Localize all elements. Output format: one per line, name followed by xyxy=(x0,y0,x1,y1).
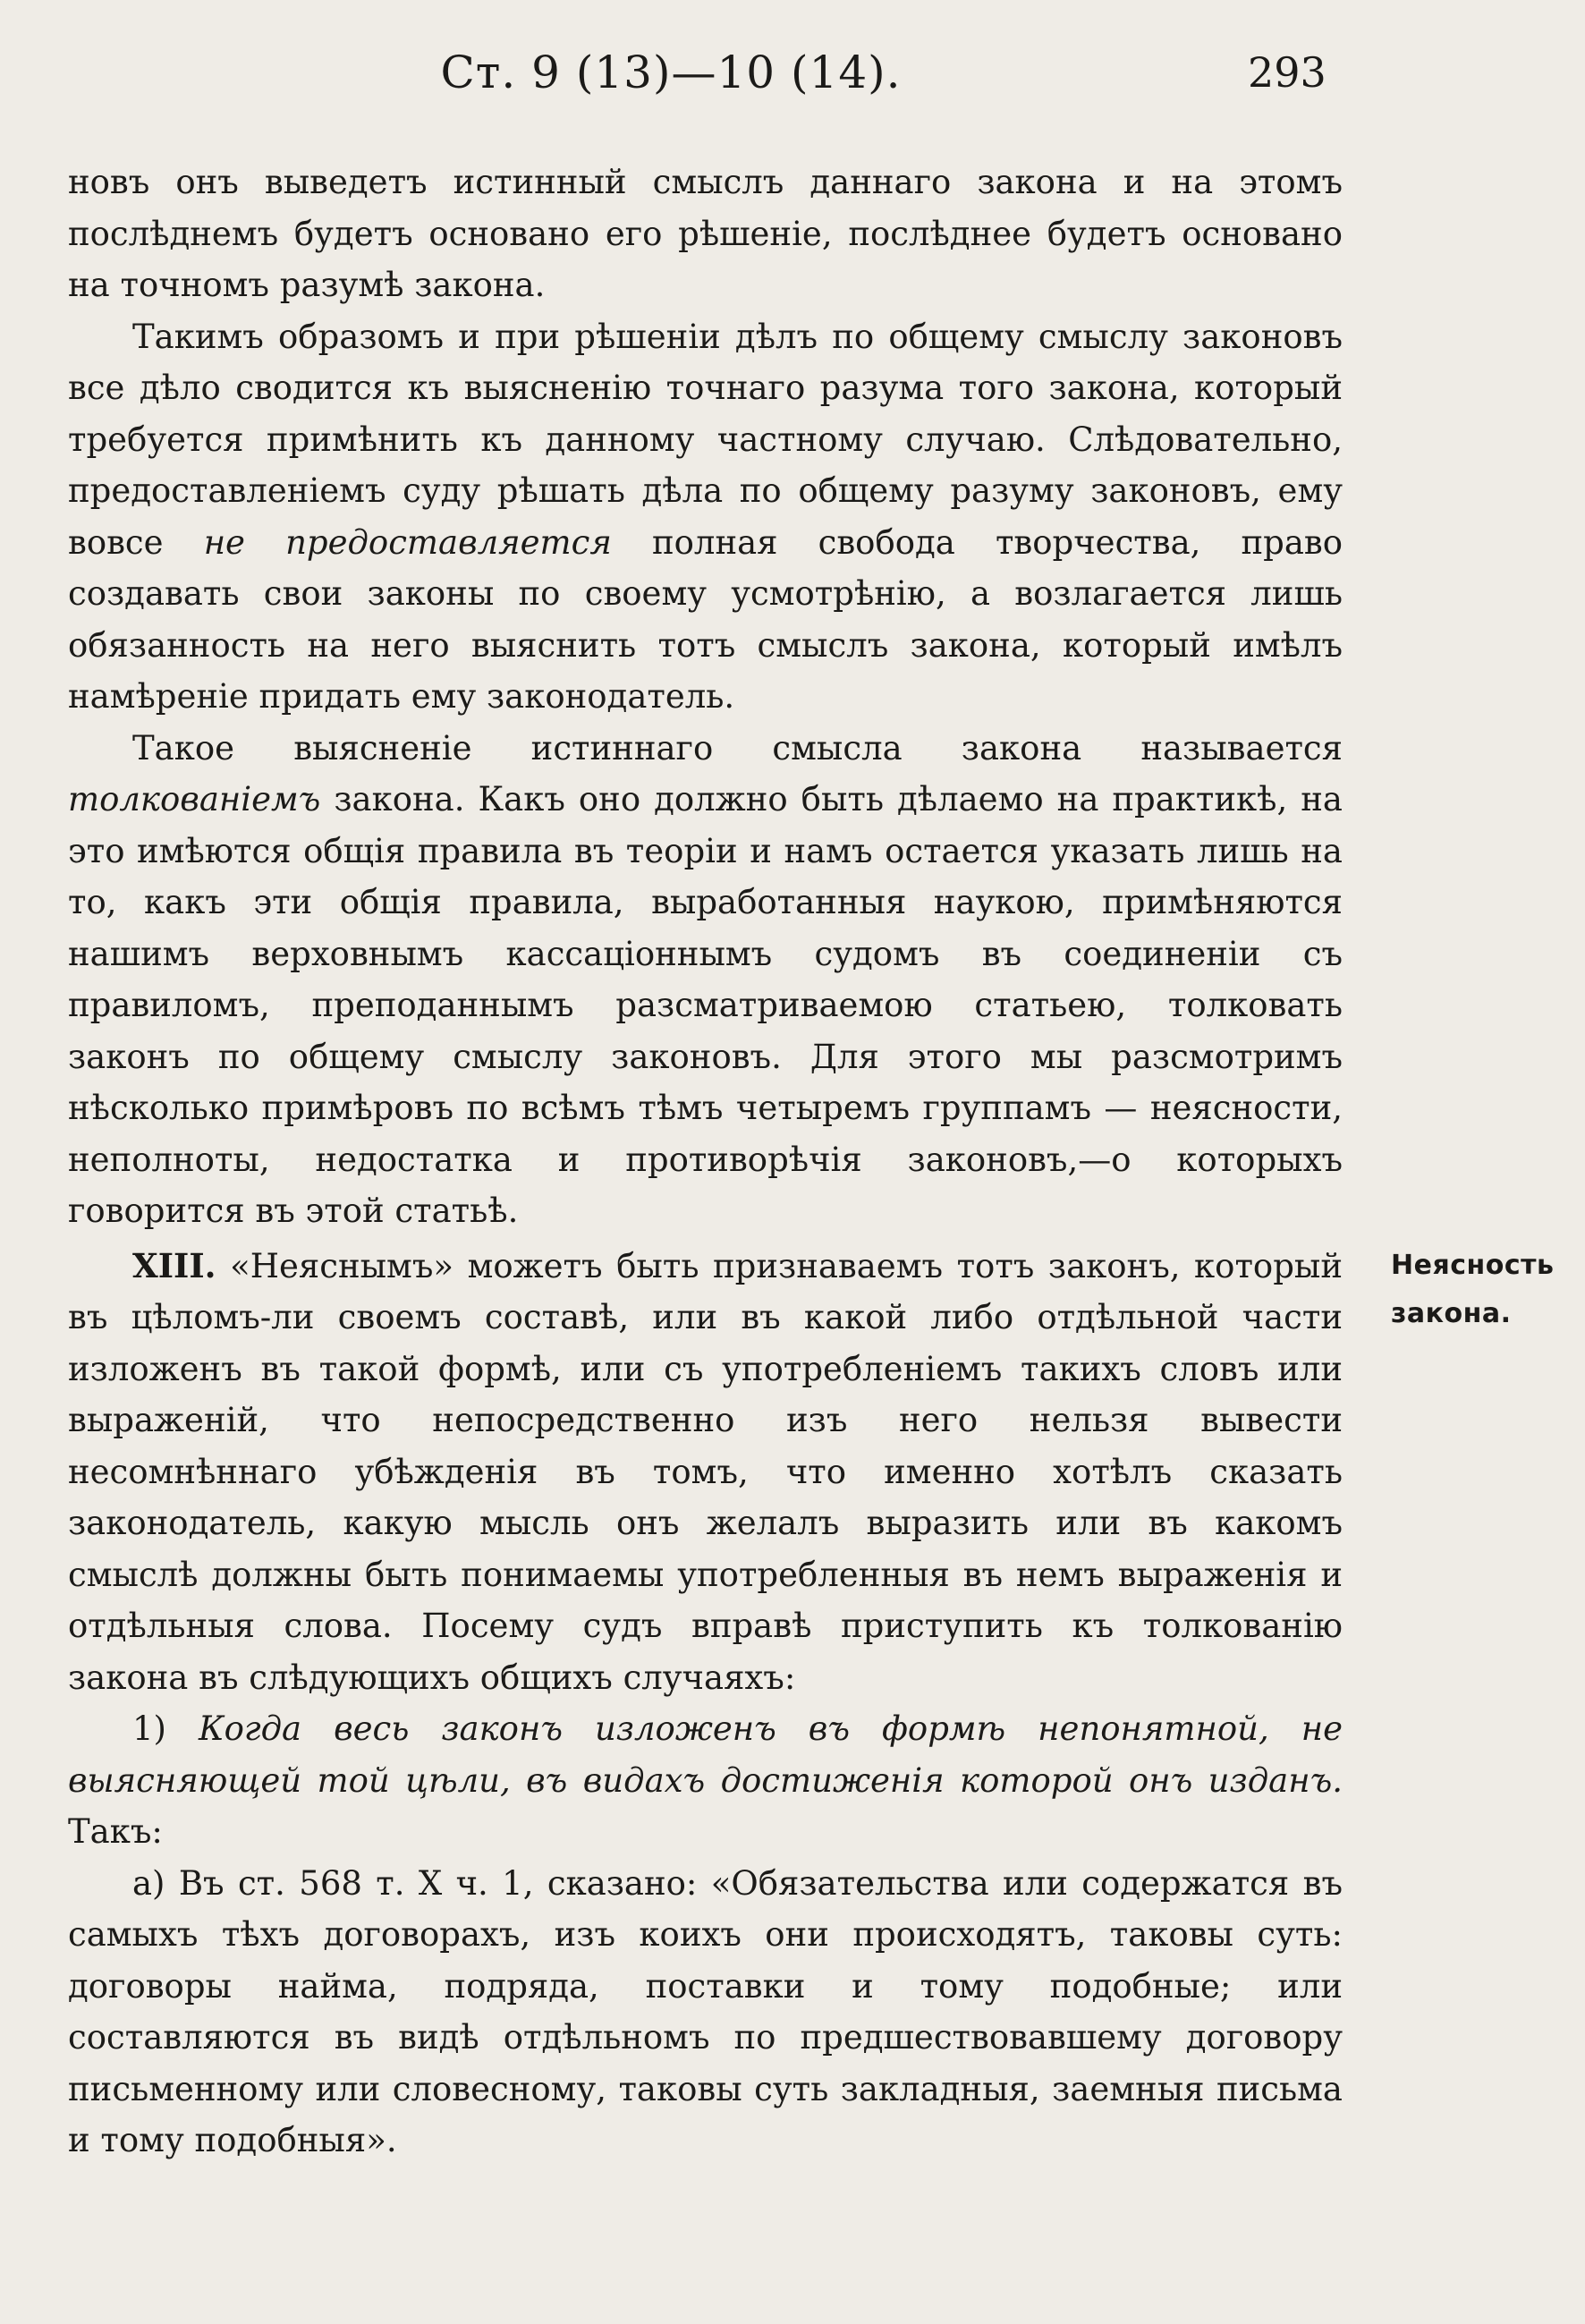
main-text xyxy=(68,157,1343,2167)
paragraph-interpretation-general xyxy=(68,311,1343,723)
paragraph-text: полная свобода творчества, право создавать свои законы по своему усмотрѣнію, а возлагается лишь обязанность на него выяснить тотъ смыслъ закона, который имѣлъ намѣреніе придать ему законодатель. xyxy=(68,522,1343,716)
margin-note xyxy=(1391,1242,1570,1338)
paragraph-text: «Неяснымъ» можетъ быть признаваемъ тотъ законъ, который въ цѣломъ-ли своемъ составѣ, или въ какой либо отдѣльной части изложенъ въ такой формѣ, или съ употребленіемъ такихъ словъ или выраженій, что непосредственно изъ него нельзя вывести несомнѣннаго убѣжденія въ томъ, что именно хотѣлъ сказать законодатель, какую мысль онъ желалъ выразить или въ какомъ смыслѣ должны быть понимаемы употребленныя въ немъ выраженія и отдѣльныя слова. Посему судъ вправѣ приступить къ толкованію закона въ слѣдующихъ общихъ случаяхъ: xyxy=(68,1246,1343,1697)
margin-note-line: закона. xyxy=(1391,1298,1512,1329)
paragraph-tolkovanie xyxy=(68,723,1343,1237)
paragraph-text: Такое выясненіе истиннаго смысла закона называется xyxy=(132,728,1343,768)
paragraph-text: Такимъ образомъ и при рѣшеніи дѣлъ по общему смыслу законовъ все дѣло сводится къ выясненію точнаго разума того закона, который требуется примѣнить къ данному частному случаю. Слѣдовательно, предоставленіемъ суду рѣшать дѣла по общему разуму законовъ, ему вовсе xyxy=(68,317,1343,562)
page-header xyxy=(0,38,1585,118)
margin-note-line: Неясность xyxy=(1391,1250,1555,1281)
case-follow: Такъ: xyxy=(68,1812,163,1851)
running-title: Ст. 9 (13)—10 (14). xyxy=(440,47,902,98)
italic-phrase: не предоставляется xyxy=(203,522,612,562)
italic-term: толкованіемъ xyxy=(68,780,321,818)
page-number: 293 xyxy=(1248,48,1326,97)
case-1 xyxy=(68,1703,1343,1858)
case-number: 1) xyxy=(132,1709,166,1748)
section-xiii xyxy=(68,1241,1343,1704)
case-text: Когда весь законъ изложенъ въ формѣ непонятной, не выясняющей той цѣли, въ видахъ достиженія которой онъ изданъ. xyxy=(68,1709,1343,1800)
section-number: XIII. xyxy=(132,1245,216,1285)
paragraph-continuation: новъ онъ выведетъ истинный смыслъ даннаго закона и на этомъ послѣднемъ будетъ основано его рѣшеніе, послѣднее будетъ основано на точномъ разумѣ закона. xyxy=(68,163,1343,304)
example-a: а) Въ ст. 568 т. X ч. 1, сказано: «Обязательства или содержатся въ самыхъ тѣхъ договорахъ, изъ коихъ они происходятъ, таковы суть: договоры найма, подряда, поставки и тому подобные; или составляются въ видѣ отдѣльномъ по предшествовавшему договору письменному или словесному, таковы суть закладныя, заемныя письма и тому подобныя». xyxy=(68,1863,1343,2159)
paragraph-text: закона. Какъ оно должно быть дѣлаемо на практикѣ, на это имѣются общія правила въ теоріи и намъ остается указать лишь на то, какъ эти общія правила, выработанныя наукою, примѣняются нашимъ верховнымъ кассаціоннымъ судомъ въ соединеніи съ правиломъ, преподаннымъ разсматриваемою статьею, толковать законъ по общему смыслу законовъ. Для этого мы разсмотримъ нѣсколько примѣровъ по всѣмъ тѣмъ четыремъ группамъ — неясности, неполноты, недостатка и противорѣчія законовъ,—о которыхъ говорится въ этой статьѣ. xyxy=(68,780,1343,1230)
